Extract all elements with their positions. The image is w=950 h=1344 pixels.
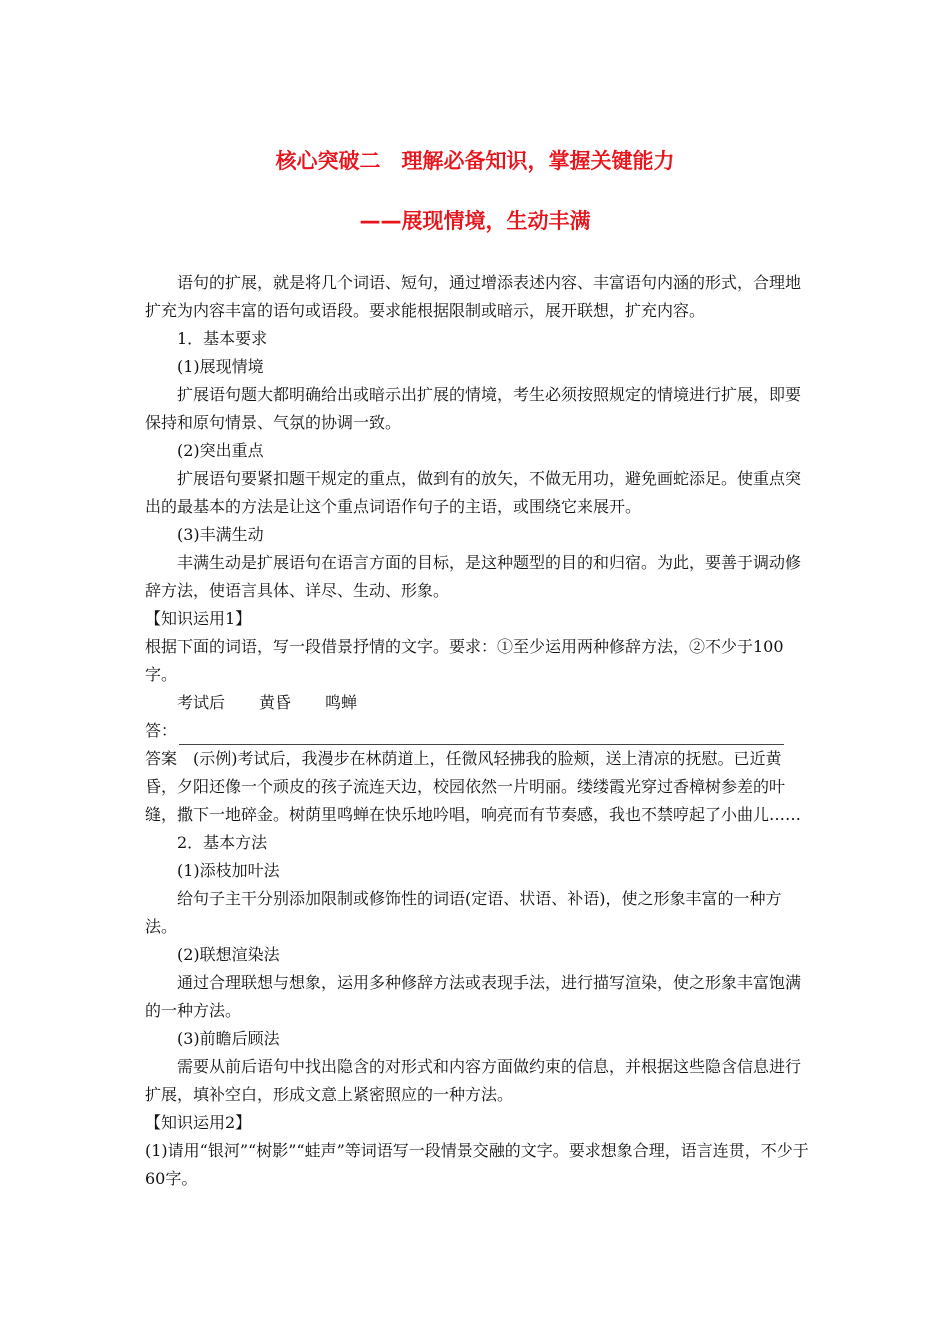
item-label: (3)丰满生动 [177, 525, 264, 544]
page-subtitle: ——展现情境，生动丰满 [359, 209, 591, 233]
exercise-tag-1: 【知识运用1】 [145, 609, 252, 628]
item-label: (2)突出重点 [177, 441, 264, 460]
section-heading-requirements: 1．基本要求 [177, 329, 268, 348]
item-text: 通过合理联想与想象，运用多种修辞方法或表现手法，进行描写渲染，使之形象丰富饱满的一种方法。 [145, 973, 802, 1020]
item-label: (3)前瞻后顾法 [177, 1029, 280, 1048]
word-item: 鸣蝉 [325, 693, 358, 712]
exercise-words [145, 689, 810, 717]
answer-line [145, 717, 810, 745]
item-text: 需要从前后语句中找出隐含的对形式和内容方面做约束的信息，并根据这些隐含信息进行扩展，填补空白，形成文意上紧密照应的一种方法。 [145, 1057, 802, 1104]
sample-answer: 答案 (示例)考试后，我漫步在林荫道上，任微风轻拂我的脸颊，送上清凉的抚慰。已近黄昏，夕阳还像一个顽皮的孩子流连天边，校园依然一片明丽。缕缕霞光穿过香樟树参差的叶缝，撒下一地碎金。树荫里鸣蝉在快乐地吟唱，响亮而有节奏感，我也不禁哼起了小曲儿…… [145, 749, 802, 824]
item-text: 给句子主干分别添加限制或修饰性的词语(定语、状语、补语)，使之形象丰富的一种方法。 [145, 889, 782, 936]
exercise-tag-2: 【知识运用2】 [145, 1113, 252, 1132]
word-item: 黄昏 [259, 693, 292, 712]
item-label: (1)展现情境 [177, 357, 264, 376]
item-text: 扩展语句题大都明确给出或暗示出扩展的情境，考生必须按照规定的情境进行扩展，即要保持和原句情景、气氛的协调一致。 [145, 385, 802, 432]
word-item: 考试后 [177, 693, 226, 712]
answer-blank[interactable] [179, 726, 784, 745]
answer-prefix: 答： [145, 721, 178, 740]
document-body [145, 269, 810, 1193]
page-title: 核心突破二 理解必备知识，掌握关键能力 [275, 149, 675, 173]
item-label: (1)添枝加叶法 [177, 861, 280, 880]
exercise-question-2: (1)请用“银河”“树影”“蛙声”等词语写一段情景交融的文字。要求想象合理，语言连贯，不少于60字。 [145, 1141, 809, 1188]
section-heading-methods: 2．基本方法 [177, 833, 268, 852]
intro-paragraph: 语句的扩展，就是将几个词语、短句，通过增添表述内容、丰富语句内涵的形式，合理地扩充为内容丰富的语句或语段。要求能根据限制或暗示，展开联想，扩充内容。 [145, 273, 802, 320]
item-text: 丰满生动是扩展语句在语言方面的目标，是这种题型的目的和归宿。为此，要善于调动修辞方法，使语言具体、详尽、生动、形象。 [145, 553, 802, 600]
exercise-question-1: 根据下面的词语，写一段借景抒情的文字。要求：①至少运用两种修辞方法，②不少于100字。 [145, 637, 784, 684]
item-label: (2)联想渲染法 [177, 945, 280, 964]
item-text: 扩展语句要紧扣题干规定的重点，做到有的放矢，不做无用功，避免画蛇添足。使重点突出的最基本的方法是让这个重点词语作句子的主语，或围绕它来展开。 [145, 469, 802, 516]
